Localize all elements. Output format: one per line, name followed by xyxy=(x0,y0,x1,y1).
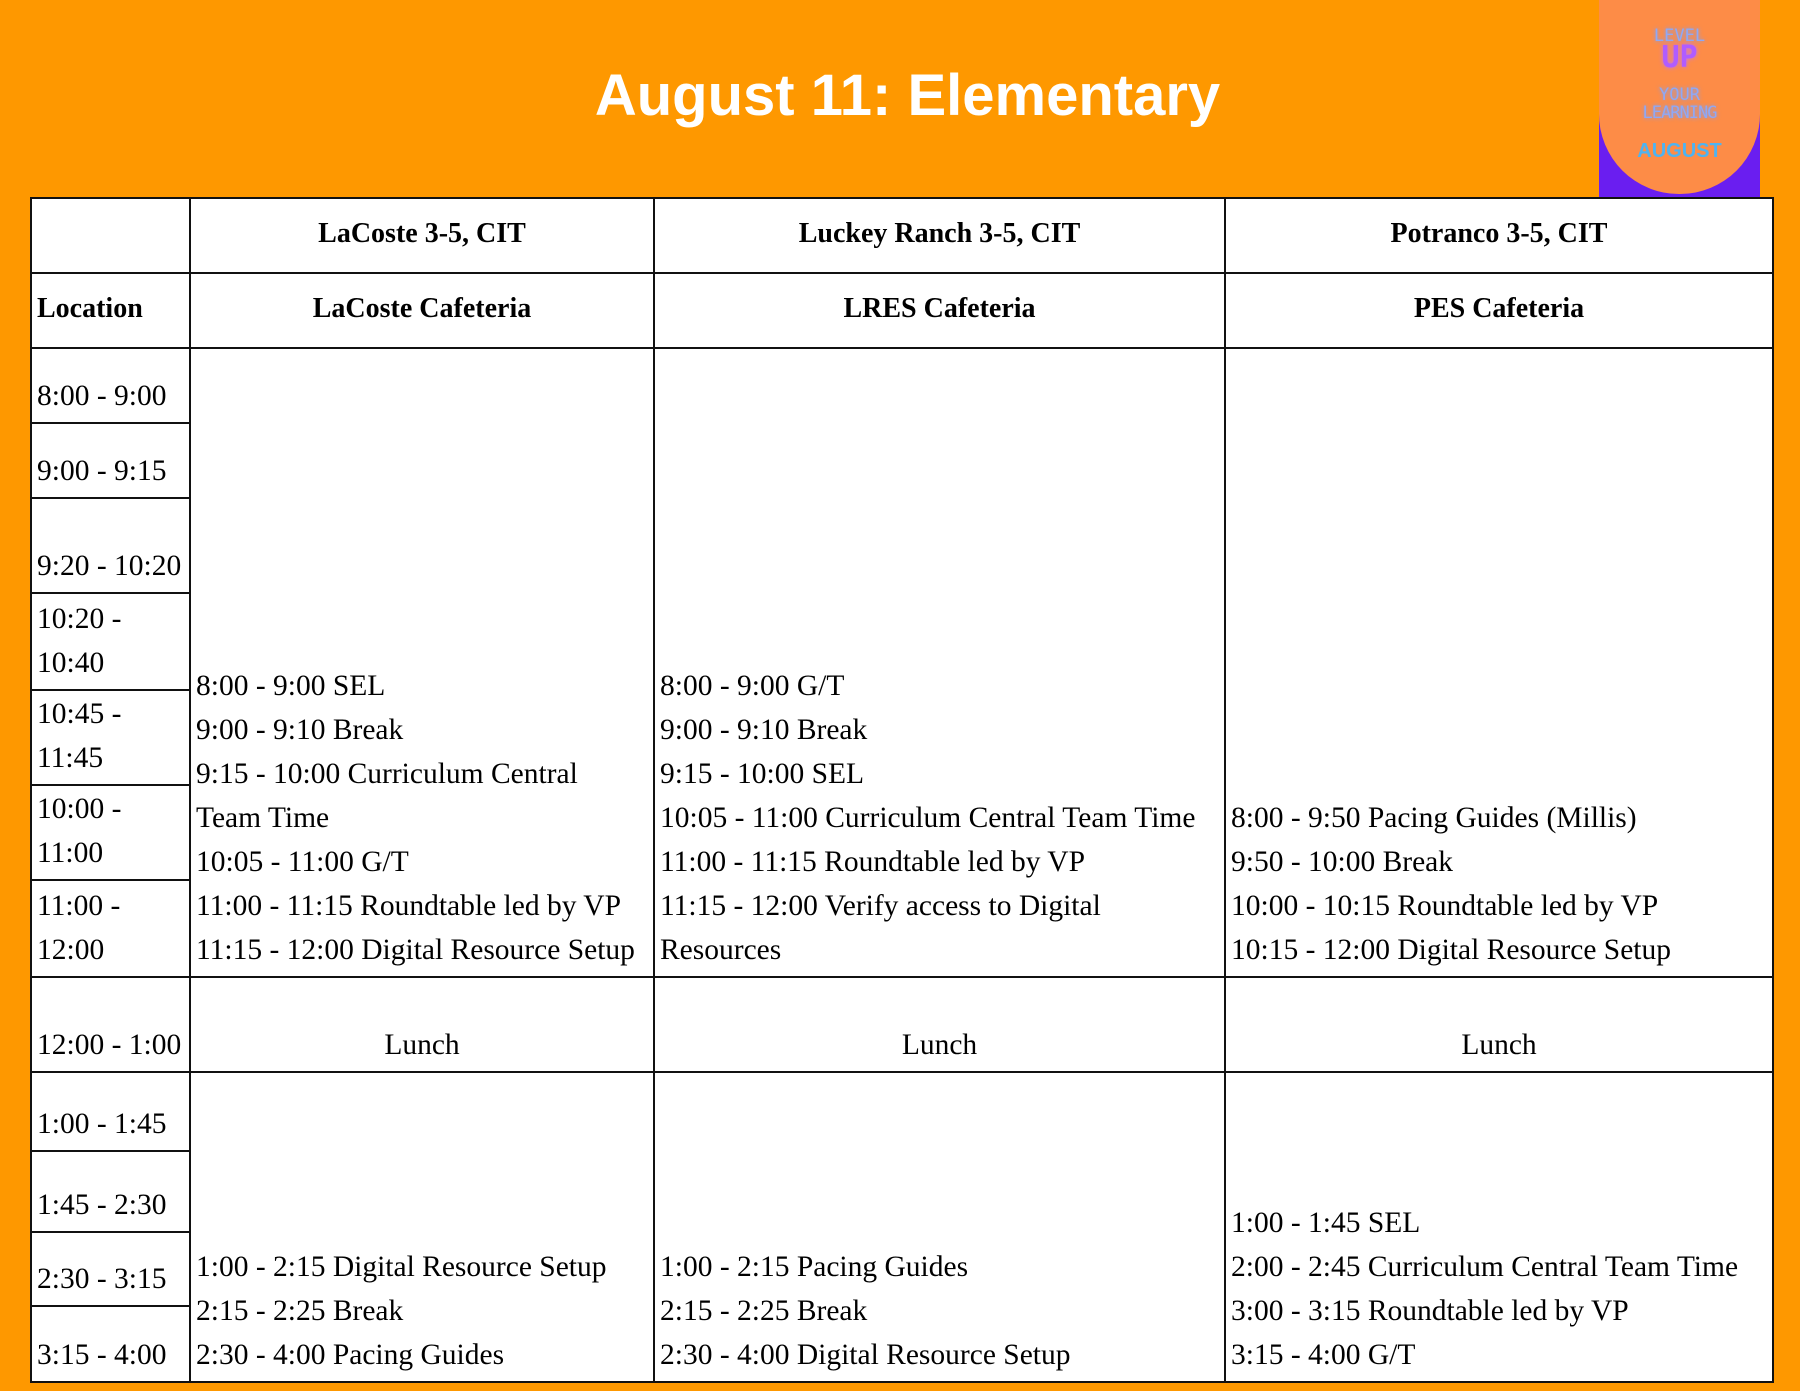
time-cell: 11:00 - 12:00 xyxy=(31,880,190,977)
afternoon-activities xyxy=(190,1072,654,1382)
time-cell: 3:15 - 4:00 xyxy=(31,1306,190,1382)
activity: 2:15 - 2:25 Break xyxy=(196,1295,404,1327)
time-cell: 10:45 - 11:45 xyxy=(31,690,190,785)
activity: 9:15 - 10:00 SEL xyxy=(660,758,865,790)
time-cell: 9:20 - 10:20 xyxy=(31,498,190,593)
activity: 8:00 - 9:00 SEL xyxy=(196,670,386,702)
logo-text: LEVEL xyxy=(1653,26,1706,46)
activity: 9:15 - 10:00 Curriculum Central Team Time xyxy=(196,758,578,834)
activity: 3:15 - 4:00 G/T xyxy=(1231,1339,1416,1371)
location-cell: LaCoste Cafeteria xyxy=(190,273,654,348)
logo-text: YOUR xyxy=(1659,85,1700,105)
activity: 10:05 - 11:00 Curriculum Central Team Time xyxy=(660,802,1196,834)
lunch-cell: Lunch xyxy=(654,977,1225,1072)
location-cell: PES Cafeteria xyxy=(1225,273,1773,348)
activity: 2:00 - 2:45 Curriculum Central Team Time xyxy=(1231,1251,1739,1283)
activity: 9:50 - 10:00 Break xyxy=(1231,846,1454,878)
time-cell: 10:20 - 10:40 xyxy=(31,593,190,690)
activity: 8:00 - 9:50 Pacing Guides (Millis) xyxy=(1231,802,1637,834)
activity: 10:15 - 12:00 Digital Resource Setup xyxy=(1231,934,1671,966)
morning-activities xyxy=(190,348,654,977)
afternoon-activities xyxy=(1225,1072,1773,1382)
activity: 9:00 - 9:10 Break xyxy=(660,714,868,746)
time-cell: 1:00 - 1:45 xyxy=(31,1072,190,1151)
activity: 11:00 - 11:15 Roundtable led by VP xyxy=(660,846,1085,878)
activity: 2:15 - 2:25 Break xyxy=(660,1295,868,1327)
activity: 3:00 - 3:15 Roundtable led by VP xyxy=(1231,1295,1629,1327)
activity: 1:00 - 2:15 Pacing Guides xyxy=(660,1251,969,1283)
morning-activities xyxy=(1225,348,1773,977)
time-cell: 10:00 - 11:00 xyxy=(31,785,190,880)
time-cell: 2:30 - 3:15 xyxy=(31,1232,190,1306)
page-title: August 11: Elementary xyxy=(594,63,1221,128)
activity: 9:00 - 9:10 Break xyxy=(196,714,404,746)
schedule-table xyxy=(30,197,1774,1383)
afternoon-activities xyxy=(654,1072,1225,1382)
lunch-cell: Lunch xyxy=(190,977,654,1072)
activity: 1:00 - 2:15 Digital Resource Setup xyxy=(196,1251,607,1283)
location-cell: LRES Cafeteria xyxy=(654,273,1225,348)
activity: 2:30 - 4:00 Pacing Guides xyxy=(196,1339,505,1371)
morning-activities xyxy=(654,348,1225,977)
activity: 10:00 - 10:15 Roundtable led by VP xyxy=(1231,890,1659,922)
lunch-cell: Lunch xyxy=(1225,977,1773,1072)
time-cell: 12:00 - 1:00 xyxy=(31,977,190,1072)
activity: 2:30 - 4:00 Digital Resource Setup xyxy=(660,1339,1071,1371)
column-header: LaCoste 3-5, CIT xyxy=(190,198,654,273)
time-cell: 1:45 - 2:30 xyxy=(31,1151,190,1232)
time-cell: 9:00 - 9:15 xyxy=(31,423,190,498)
column-header: Potranco 3-5, CIT xyxy=(1225,198,1773,273)
time-cell: 8:00 - 9:00 xyxy=(31,348,190,423)
activity: 11:15 - 12:00 Digital Resource Setup xyxy=(196,934,635,966)
logo-text: AUGUST xyxy=(1637,140,1722,162)
activity: 8:00 - 9:00 G/T xyxy=(660,670,845,702)
activity: 11:15 - 12:00 Verify access to Digital Resources xyxy=(660,890,1101,966)
empty-corner-cell xyxy=(31,198,190,273)
activity: 11:00 - 11:15 Roundtable led by VP xyxy=(196,890,621,922)
activity: 10:05 - 11:00 G/T xyxy=(196,846,409,878)
logo-text: LEARNING xyxy=(1642,103,1717,123)
activity: 1:00 - 1:45 SEL xyxy=(1231,1207,1421,1239)
logo-text: UP xyxy=(1661,40,1698,75)
level-up-logo xyxy=(1599,0,1760,197)
column-header: Luckey Ranch 3-5, CIT xyxy=(654,198,1225,273)
location-label: Location xyxy=(31,273,190,348)
